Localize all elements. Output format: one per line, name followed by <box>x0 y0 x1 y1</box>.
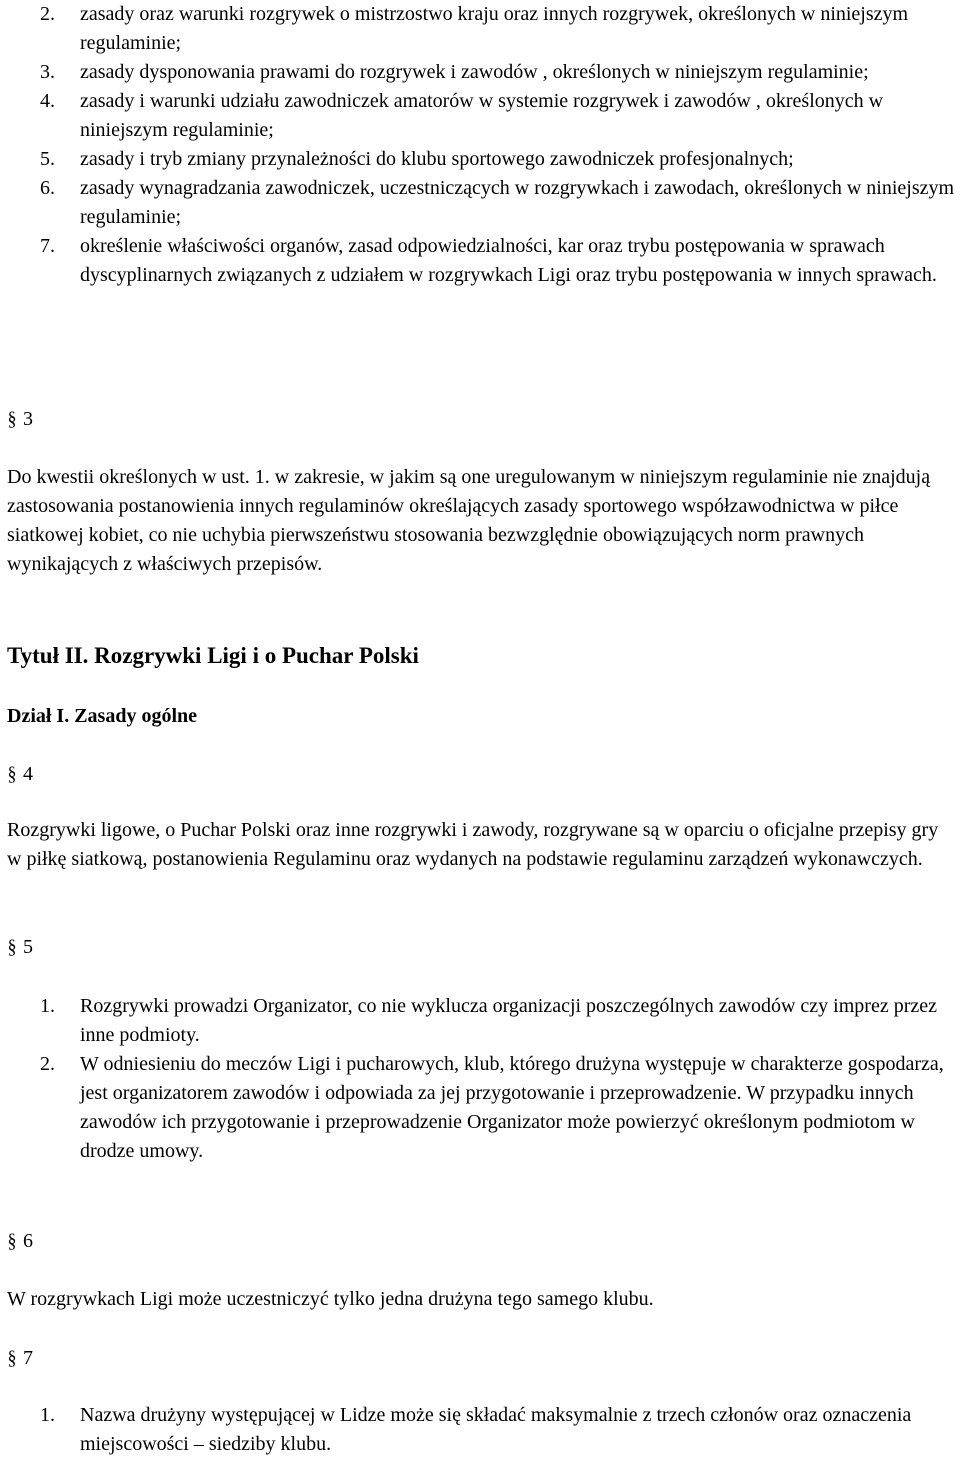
list-item <box>7 1050 957 1166</box>
list-item <box>7 0 957 58</box>
list-item <box>7 87 957 145</box>
top-list <box>7 0 957 290</box>
list-item <box>7 1401 957 1459</box>
section-symbol: § <box>7 1230 17 1252</box>
list-item-number: 3. <box>40 61 55 83</box>
list-item-text: Nazwa drużyny występującej w Lidze może się składać maksymalnie z trzech członów oraz oznaczenia miejscowości – siedziby klubu. <box>80 1404 912 1455</box>
list-item-number: 1. <box>40 1404 55 1426</box>
list-item-text: Rozgrywki prowadzi Organizator, co nie wyklucza organizacji poszczególnych zawodów czy imprez przez inne podmioty. <box>80 995 937 1046</box>
list-item-number: 4. <box>40 90 55 112</box>
list-item-number: 5. <box>40 148 55 170</box>
list-item-text: zasady i tryb zmiany przynależności do klubu sportowego zawodniczek profesjonalnych; <box>80 148 794 170</box>
list-item-number: 7. <box>40 235 55 257</box>
section-number: 7 <box>23 1347 33 1369</box>
section-6-body <box>7 1285 957 1314</box>
section-number: 4 <box>23 763 33 785</box>
list-item-number: 2. <box>40 1053 55 1075</box>
section-symbol: § <box>7 936 17 958</box>
section-heading-3 <box>7 405 33 434</box>
section-heading-4 <box>7 760 33 789</box>
section-number: 3 <box>23 408 33 430</box>
section-7-list <box>7 1401 957 1459</box>
section-heading-7 <box>7 1344 33 1373</box>
list-item-number: 6. <box>40 177 55 199</box>
section-symbol: § <box>7 1347 17 1369</box>
list-item <box>7 174 957 232</box>
section-symbol: § <box>7 408 17 430</box>
list-item-text: określenie właściwości organów, zasad odpowiedzialności, kar oraz trybu postępowania w sprawach dyscyplinarnych związanych z udziałem w rozgrywkach Ligi oraz trybu postępowania w innych sprawach. <box>80 235 937 286</box>
paragraph: Do kwestii określonych w ust. 1. w zakresie, w jakim są one uregulowanym w niniejszym regulaminie nie znajdują zastosowania postanowienia innych regulaminów określających zasady sportowego współzawodnictwa w piłce siatkowej kobiet, co nie uchybia pierwszeństwu stosowania bezwzględnie obowiązujących norm prawnych wynikających z właściwych przepisów. <box>7 466 931 575</box>
section-number: 5 <box>23 936 33 958</box>
section-symbol: § <box>7 763 17 785</box>
paragraph: Rozgrywki ligowe, o Puchar Polski oraz inne rozgrywki i zawody, rozgrywane są w oparciu o oficjalne przepisy gry w piłkę siatkową, postanowienia Regulaminu oraz wydanych na podstawie regulaminu zarządzeń wykonawczych. <box>7 819 939 870</box>
section-heading-5 <box>7 933 33 962</box>
chapter-title: Tytuł II. Rozgrywki Ligi i o Puchar Polski <box>7 643 419 668</box>
list-item-number: 2. <box>40 3 55 25</box>
section-heading-6 <box>7 1227 33 1256</box>
list-item-text: zasady oraz warunki rozgrywek o mistrzostwo kraju oraz innych rozgrywek, określonych w niniejszym regulaminie; <box>80 3 909 54</box>
list-item <box>7 992 957 1050</box>
list-item-text: zasady dysponowania prawami do rozgrywek i zawodów , określonych w niniejszym regulaminie; <box>80 61 869 83</box>
paragraph: W rozgrywkach Ligi może uczestniczyć tylko jedna drużyna tego samego klubu. <box>7 1288 654 1310</box>
list-item <box>7 232 957 290</box>
list-item <box>7 145 957 174</box>
list-item-text: W odniesieniu do meczów Ligi i pucharowych, klub, którego drużyna występuje w charakterze gospodarza, jest organizatorem zawodów i odpowiada za jej przygotowanie i przeprowadzenie. W przypadku innych zawodów ich przygotowanie i przeprowadzenie Organizator może powierzyć określonym podmiotom w drodze umowy. <box>80 1053 944 1162</box>
list-item-text: zasady wynagradzania zawodniczek, uczestniczących w rozgrywkach i zawodach, określonych w niniejszym regulaminie; <box>80 177 955 228</box>
section-3-body <box>7 463 957 579</box>
list-item-number: 1. <box>40 995 55 1017</box>
section-5-list <box>7 992 957 1166</box>
section-4-body <box>7 816 957 874</box>
section-number: 6 <box>23 1230 33 1252</box>
list-item-text: zasady i warunki udziału zawodniczek amatorów w systemie rozgrywek i zawodów , określonych w niniejszym regulaminie; <box>80 90 884 141</box>
list-item <box>7 58 957 87</box>
division-title: Dział I. Zasady ogólne <box>7 705 198 727</box>
